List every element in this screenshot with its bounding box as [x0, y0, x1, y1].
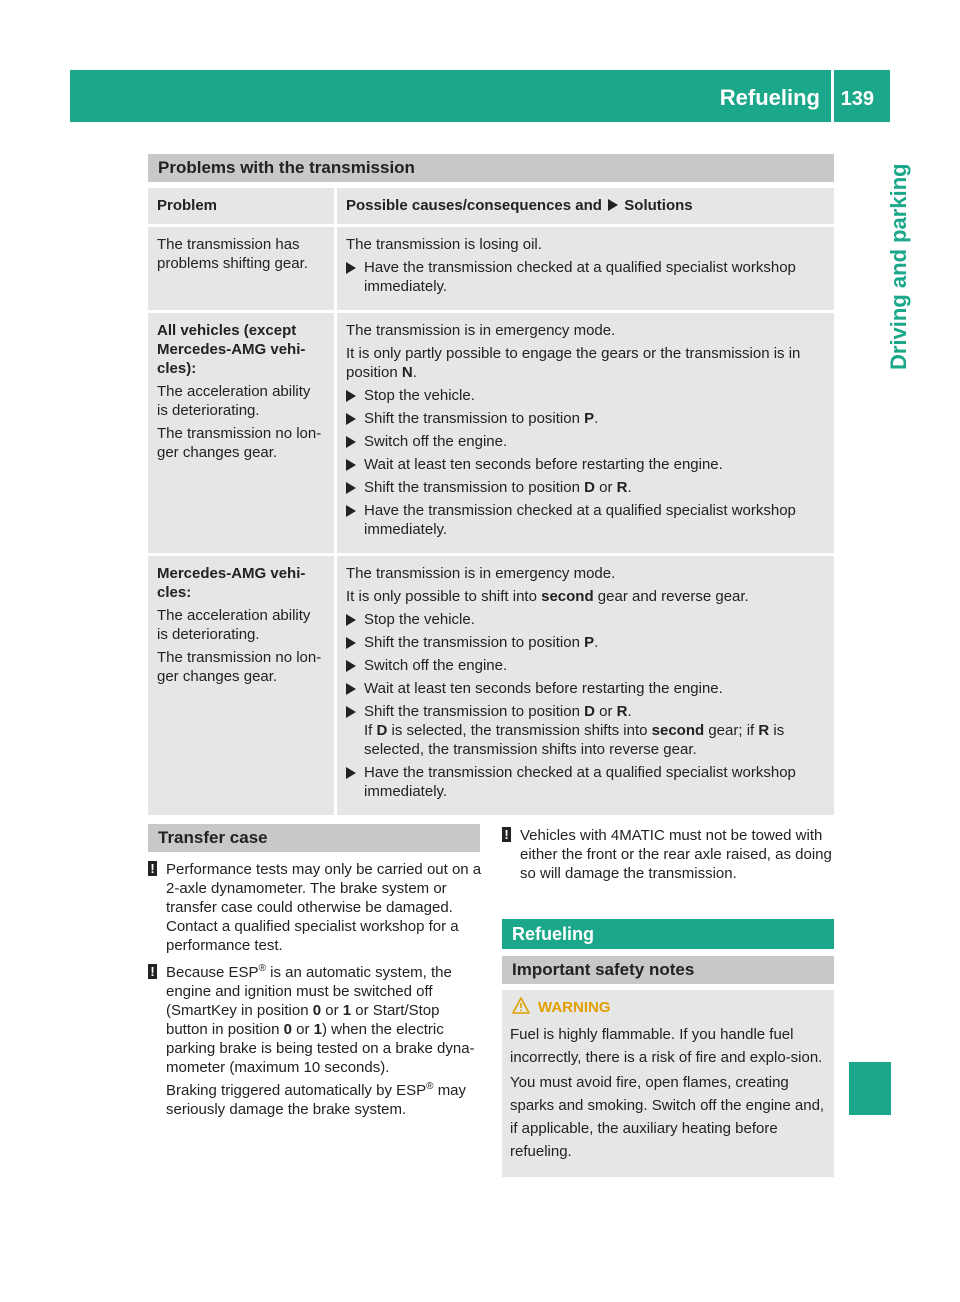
arrow-icon	[346, 262, 356, 274]
step-item: Stop the vehicle.	[346, 386, 825, 405]
arrow-icon	[346, 637, 356, 649]
solution-cell: The transmission is losing oil. Have the transmission checked at a qualified specialist workshop immediately.	[337, 227, 834, 310]
table-row	[148, 227, 834, 310]
solution-cell: The transmission is in emergency mode. It is only partly possible to engage the gears or the transmission is in position N. Stop the vehicle. Shift the transmission to position P. Switch off the engine. Wait at least ten seconds before restarting the engine. Shift the transmission to position D or R. Have the transmission checked at a qualified specialist workshop immediately.	[337, 313, 834, 553]
transmission-heading: Problems with the transmission	[148, 154, 834, 182]
solution-cell: The transmission is in emergency mode. It is only possible to shift into second gear and reverse gear. Stop the vehicle. Shift the transmission to position P. Switch off the engine. Wait at least ten seconds before restarting the engine. Shift the transmission to position D or R. If D is selected, the transmission shifts into second gear; if R is selected, the transmission shifts into reverse gear. Have the transmission checked at a qualified specialist workshop immediately.	[337, 556, 834, 815]
problem-cell: All vehicles (except Mercedes-AMG vehi-cles): The acceleration ability is deteriorating. The transmission no lon-ger changes gear.	[148, 313, 334, 553]
warning-title: WARNING	[510, 996, 826, 1019]
header-divider	[831, 70, 834, 122]
caution-note: ! Because ESP® is an automatic system, the engine and ignition must be switched off (SmartKey in position 0 or 1 or Start/Stop button in position 0 or 1) when the electric parking brake is being tested on a brake dyna-mometer (maximum 10 seconds).	[148, 963, 482, 1077]
table-header-row	[148, 188, 834, 224]
step-item: Switch off the engine.	[346, 432, 825, 451]
warning-box	[502, 990, 834, 1177]
col-header-solutions: Possible causes/consequences and Solutions	[337, 188, 834, 224]
chapter-marker	[849, 1062, 891, 1115]
problem-cell: Mercedes-AMG vehi-cles: The acceleration ability is deteriorating. The transmission no lon-ger changes gear.	[148, 556, 334, 815]
problem-cell: The transmission has problems shifting gear.	[148, 227, 334, 310]
caution-note: ! Vehicles with 4MATIC must not be towed with either the front or the rear axle raised, as doing so will damage the transmission.	[502, 826, 836, 883]
col-header-problem: Problem	[148, 188, 334, 224]
towing-note	[502, 826, 836, 891]
step-item: Shift the transmission to position D or R. If D is selected, the transmission shifts into second gear; if R is selected, the transmission shifts into reverse gear.	[346, 702, 825, 759]
page-header	[70, 70, 890, 122]
arrow-icon	[346, 505, 356, 517]
exclamation-icon: !	[148, 964, 157, 979]
table-row	[148, 556, 834, 815]
arrow-icon	[346, 660, 356, 672]
arrow-icon	[346, 683, 356, 695]
step-item: Shift the transmission to position P.	[346, 633, 825, 652]
arrow-icon	[608, 199, 618, 211]
transfer-case-notes	[148, 860, 482, 1127]
step-item: Have the transmission checked at a qualified specialist workshop immediately.	[346, 501, 825, 539]
arrow-icon	[346, 436, 356, 448]
step-item: Shift the transmission to position P.	[346, 409, 825, 428]
page-number: 139	[840, 88, 874, 110]
arrow-icon	[346, 390, 356, 402]
safety-notes-heading: Important safety notes	[502, 956, 834, 984]
step-item: Wait at least ten seconds before restarting the engine.	[346, 679, 825, 698]
arrow-icon	[346, 413, 356, 425]
step-item: Wait at least ten seconds before restarting the engine.	[346, 455, 825, 474]
caution-note: ! Performance tests may only be carried out on a 2-axle dynamometer. The brake system or transfer case could otherwise be damaged. Contact a qualified specialist workshop for a performance test.	[148, 860, 482, 955]
warning-text: You must avoid fire, open flames, creating sparks and smoking. Switch off the engine and, if applicable, the auxiliary heating before refueling.	[510, 1074, 825, 1160]
chapter-side-tab: Driving and parking	[886, 163, 911, 370]
exclamation-icon: !	[148, 861, 157, 876]
step-item: Shift the transmission to position D or R.	[346, 478, 825, 497]
arrow-icon	[346, 482, 356, 494]
arrow-icon	[346, 459, 356, 471]
note-continuation: Braking triggered automatically by ESP® may seriously damage the brake system.	[166, 1081, 467, 1118]
exclamation-icon: !	[502, 827, 511, 842]
step-item: Switch off the engine.	[346, 656, 825, 675]
arrow-icon	[346, 614, 356, 626]
section-title: Refueling	[719, 85, 820, 110]
warning-triangle-icon	[512, 997, 530, 1015]
transmission-table	[148, 188, 834, 818]
step-item: Have the transmission checked at a qualified specialist workshop immediately.	[346, 258, 825, 296]
step-item: Stop the vehicle.	[346, 610, 825, 629]
warning-text: Fuel is highly flammable. If you handle fuel incorrectly, there is a risk of fire and explo-sion.	[510, 1026, 823, 1066]
table-row	[148, 313, 834, 553]
step-item: Have the transmission checked at a qualified specialist workshop immediately.	[346, 763, 825, 801]
refueling-heading: Refueling	[502, 919, 834, 949]
transfer-case-heading: Transfer case	[148, 824, 480, 852]
arrow-icon	[346, 767, 356, 779]
arrow-icon	[346, 706, 356, 718]
